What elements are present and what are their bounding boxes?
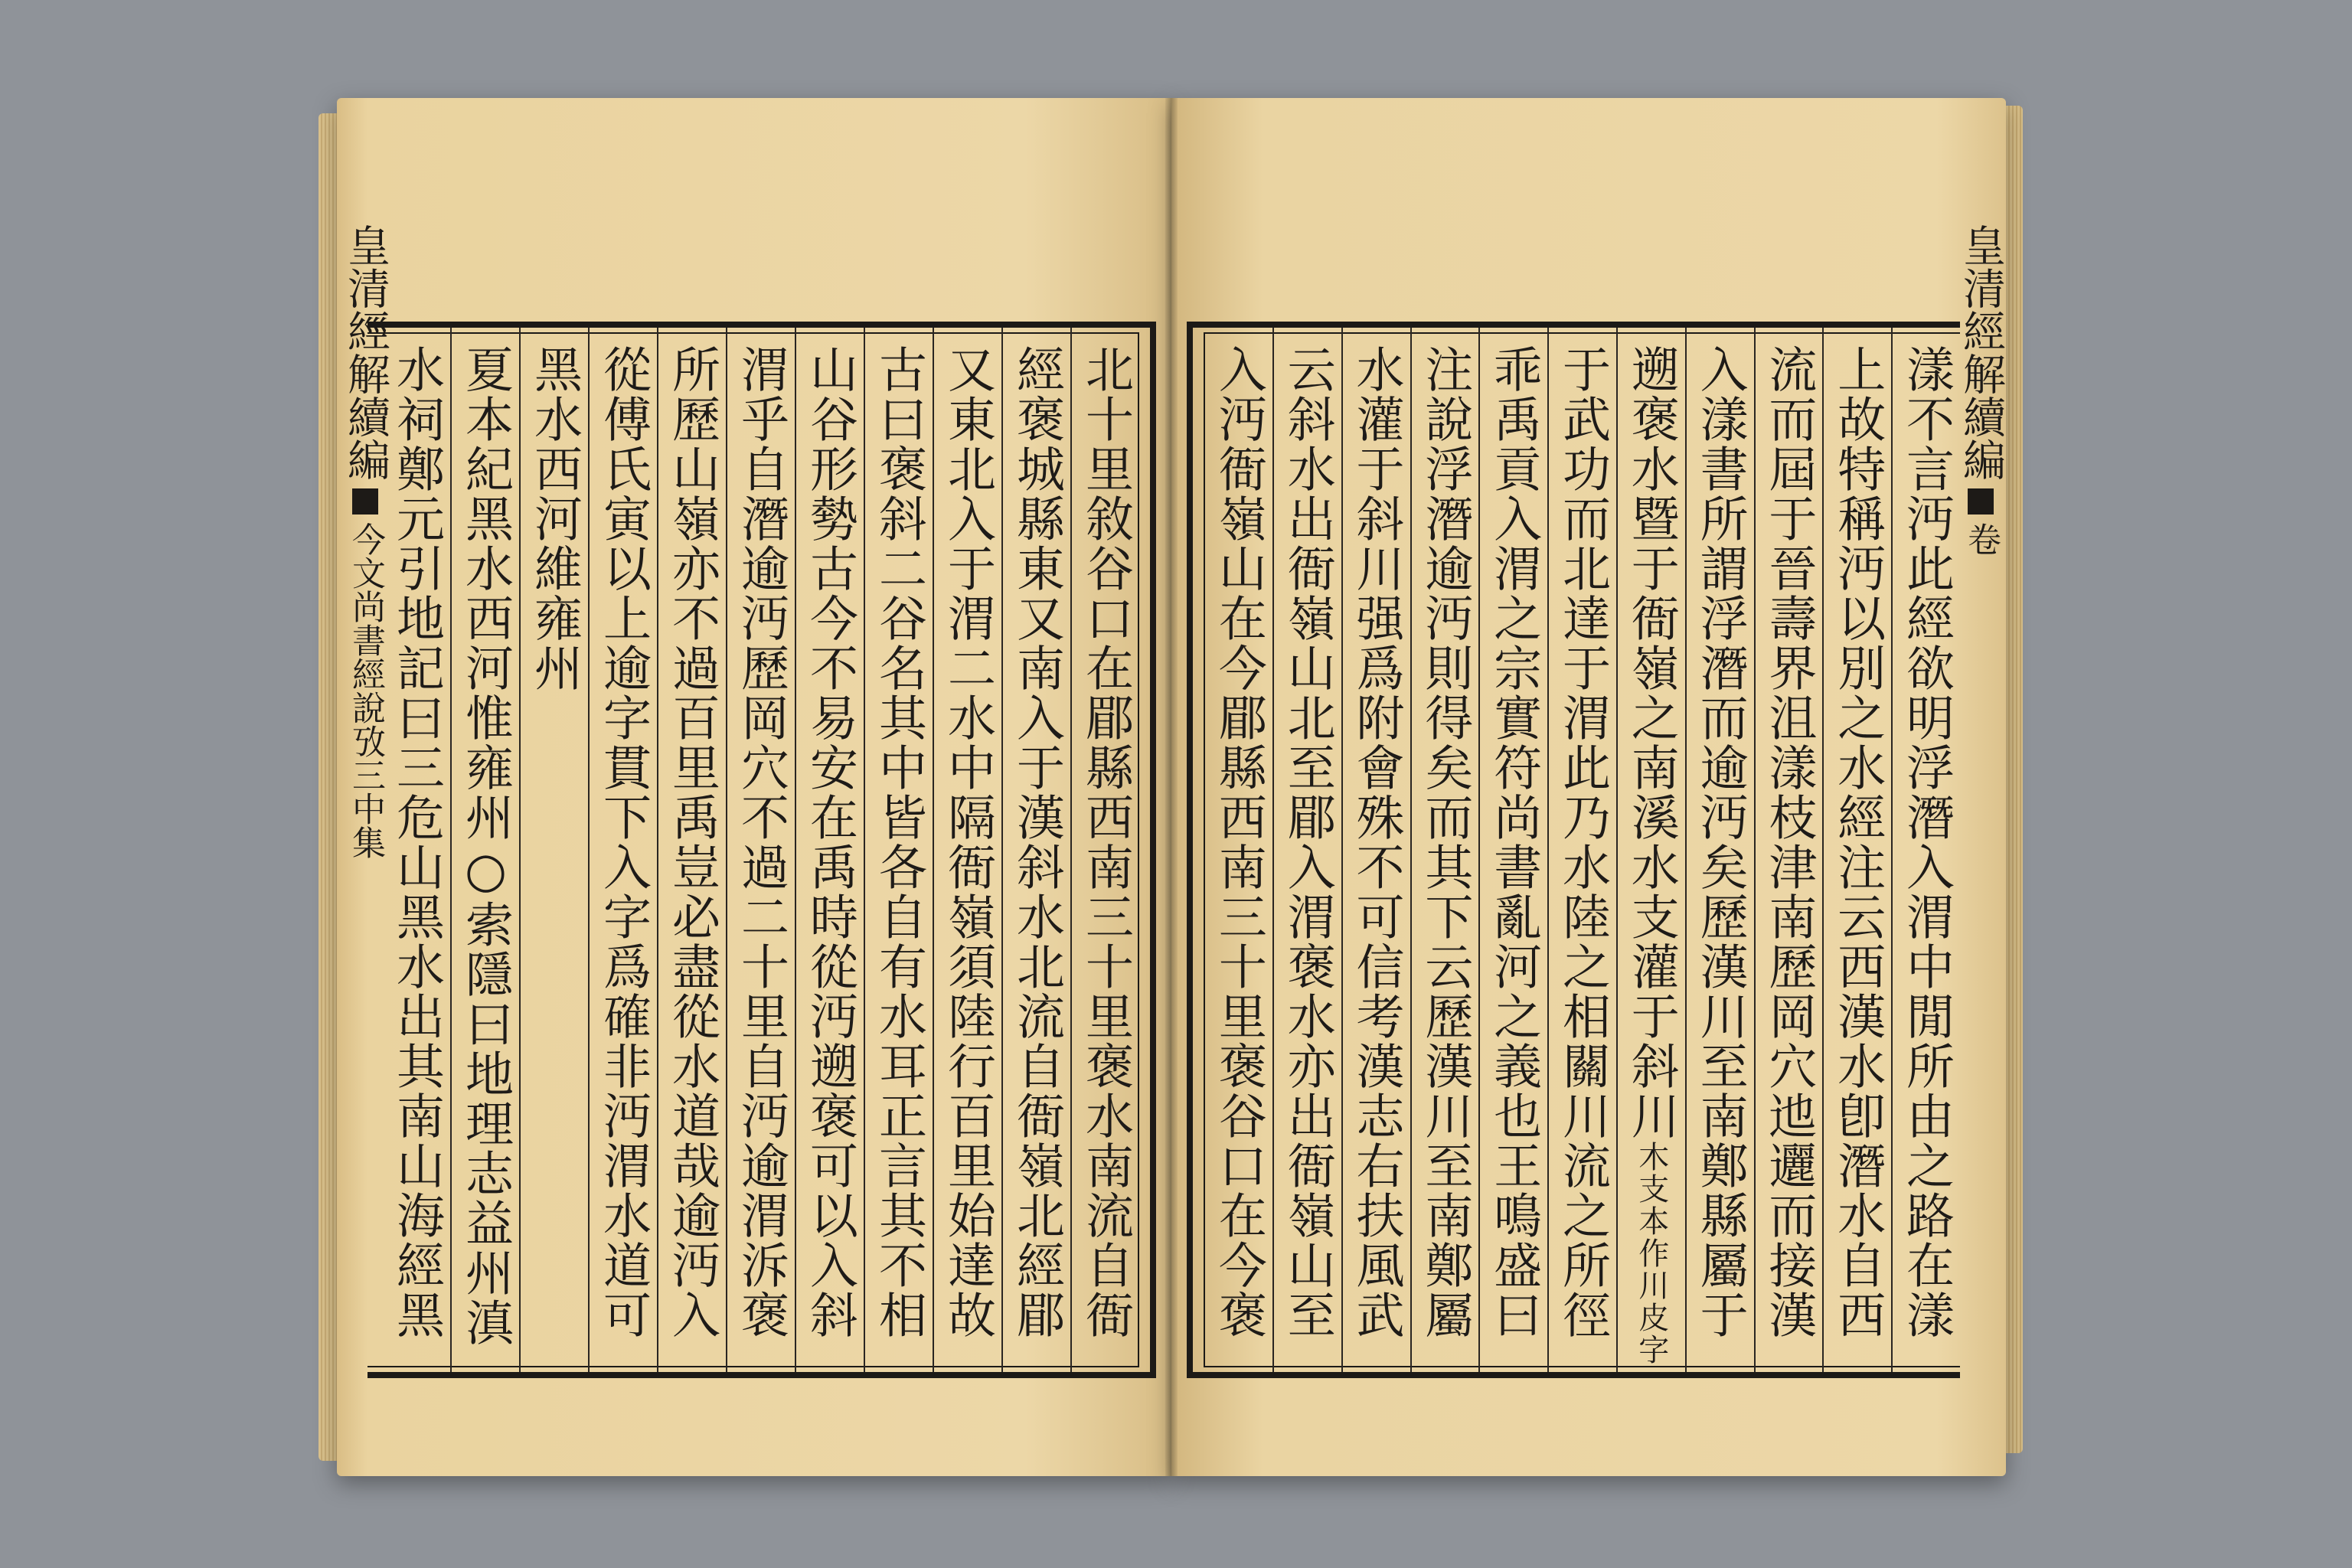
right-column-3: 流而屆于晉壽界沮漾枝津南歷岡穴迆邐而接漢 <box>1754 328 1823 1372</box>
left-column-9-heading: 黑水西河維雍州 <box>519 328 588 1372</box>
right-column-1: 漾不言沔此經欲明浮潛入渭中閒所由之路在漾 <box>1891 328 1960 1372</box>
fishtail-mark-right <box>1968 488 1994 514</box>
right-column-7: 乖禹貢入渭之宗實符尚書亂河之義也王鳴盛曰 <box>1478 328 1547 1372</box>
left-column-2: 經褒城縣東又南入于漢斜水北流自衙嶺北經郿 <box>1001 328 1070 1372</box>
left-banxin-subtitle: 今文尚書經說攷三中 <box>346 522 385 825</box>
left-column-1: 北十里敘谷口在郿縣西南三十里褒水南流自衙 <box>1070 328 1139 1372</box>
left-column-6: 渭乎自潛逾沔歷岡穴不過二十里自沔逾渭泝褒 <box>726 328 795 1372</box>
right-banxin-title: 皇清經解續編 <box>1956 224 2006 481</box>
right-column-6: 于武功而北達于渭此乃水陸之相關川流之所徑 <box>1547 328 1616 1372</box>
right-column-11: 入沔衙嶺山在今郿縣西南三十里褒谷口在今褒 <box>1210 345 1267 1340</box>
book-gutter <box>1165 98 1178 1476</box>
right-page-text-frame <box>1187 322 1960 1378</box>
right-page-columns <box>1204 328 1960 1372</box>
right-column-5-main: 遡褒水暨于衙嶺之南溪水支灌于斜川 <box>1623 345 1680 1141</box>
right-column-8: 注說浮潛逾沔則得矣而其下云歷漢川至南鄭屬 <box>1410 328 1479 1372</box>
left-banxin-title: 皇清經解續編 <box>341 224 390 481</box>
right-column-5 <box>1616 328 1685 1372</box>
right-banxin <box>1952 224 2006 1280</box>
right-column-5-note: 木支本作川 <box>1633 1141 1669 1302</box>
left-page-columns <box>368 328 1139 1372</box>
left-column-5: 山谷形勢古今不易安在禹時從沔遡褒可以入斜 <box>795 328 864 1372</box>
right-column-5-note-2: 皮字 <box>1633 1302 1669 1366</box>
page-edge-right <box>2006 106 2023 1453</box>
right-column-9: 水灌于斜川强爲附會殊不可信考漢志右扶風武 <box>1341 328 1410 1372</box>
left-column-3: 又東北入于渭二水中隔衙嶺須陸行百里始達故 <box>933 328 1001 1372</box>
left-banxin <box>337 224 390 1280</box>
left-column-11: 水祠鄭元引地記曰三危山黑水出其南山海經黑 <box>389 345 445 1340</box>
right-column-4: 入漾書所謂浮潛而逾沔矣歷漢川至南鄭縣屬于 <box>1685 328 1754 1372</box>
left-column-8: 從傅氏寅以上逾字貫下入字爲確非沔渭水道可 <box>588 328 657 1372</box>
left-banxin-page-no: 集 <box>346 825 385 859</box>
open-book <box>337 98 2006 1476</box>
page-edge-left <box>318 113 337 1461</box>
left-page-text-frame <box>368 322 1156 1378</box>
left-column-10: 夏本紀黑水西河惟雍州○索隱曰地理志益州滇 <box>450 328 519 1372</box>
fishtail-mark-left <box>352 488 378 514</box>
right-banxin-page-no: 卷 <box>1962 522 2001 556</box>
left-column-7: 所歷山嶺亦不過百里禹豈必盡從水道哉逾沔入 <box>657 328 726 1372</box>
left-column-4: 古曰褒斜二谷名其中皆各自有水耳正言其不相 <box>864 328 933 1372</box>
right-column-10: 云斜水出衙嶺山北至郿入渭褒水亦出衙嶺山至 <box>1272 328 1341 1372</box>
right-column-2: 上故特稱沔以別之水經注云西漢水卽潛水自西 <box>1822 328 1891 1372</box>
